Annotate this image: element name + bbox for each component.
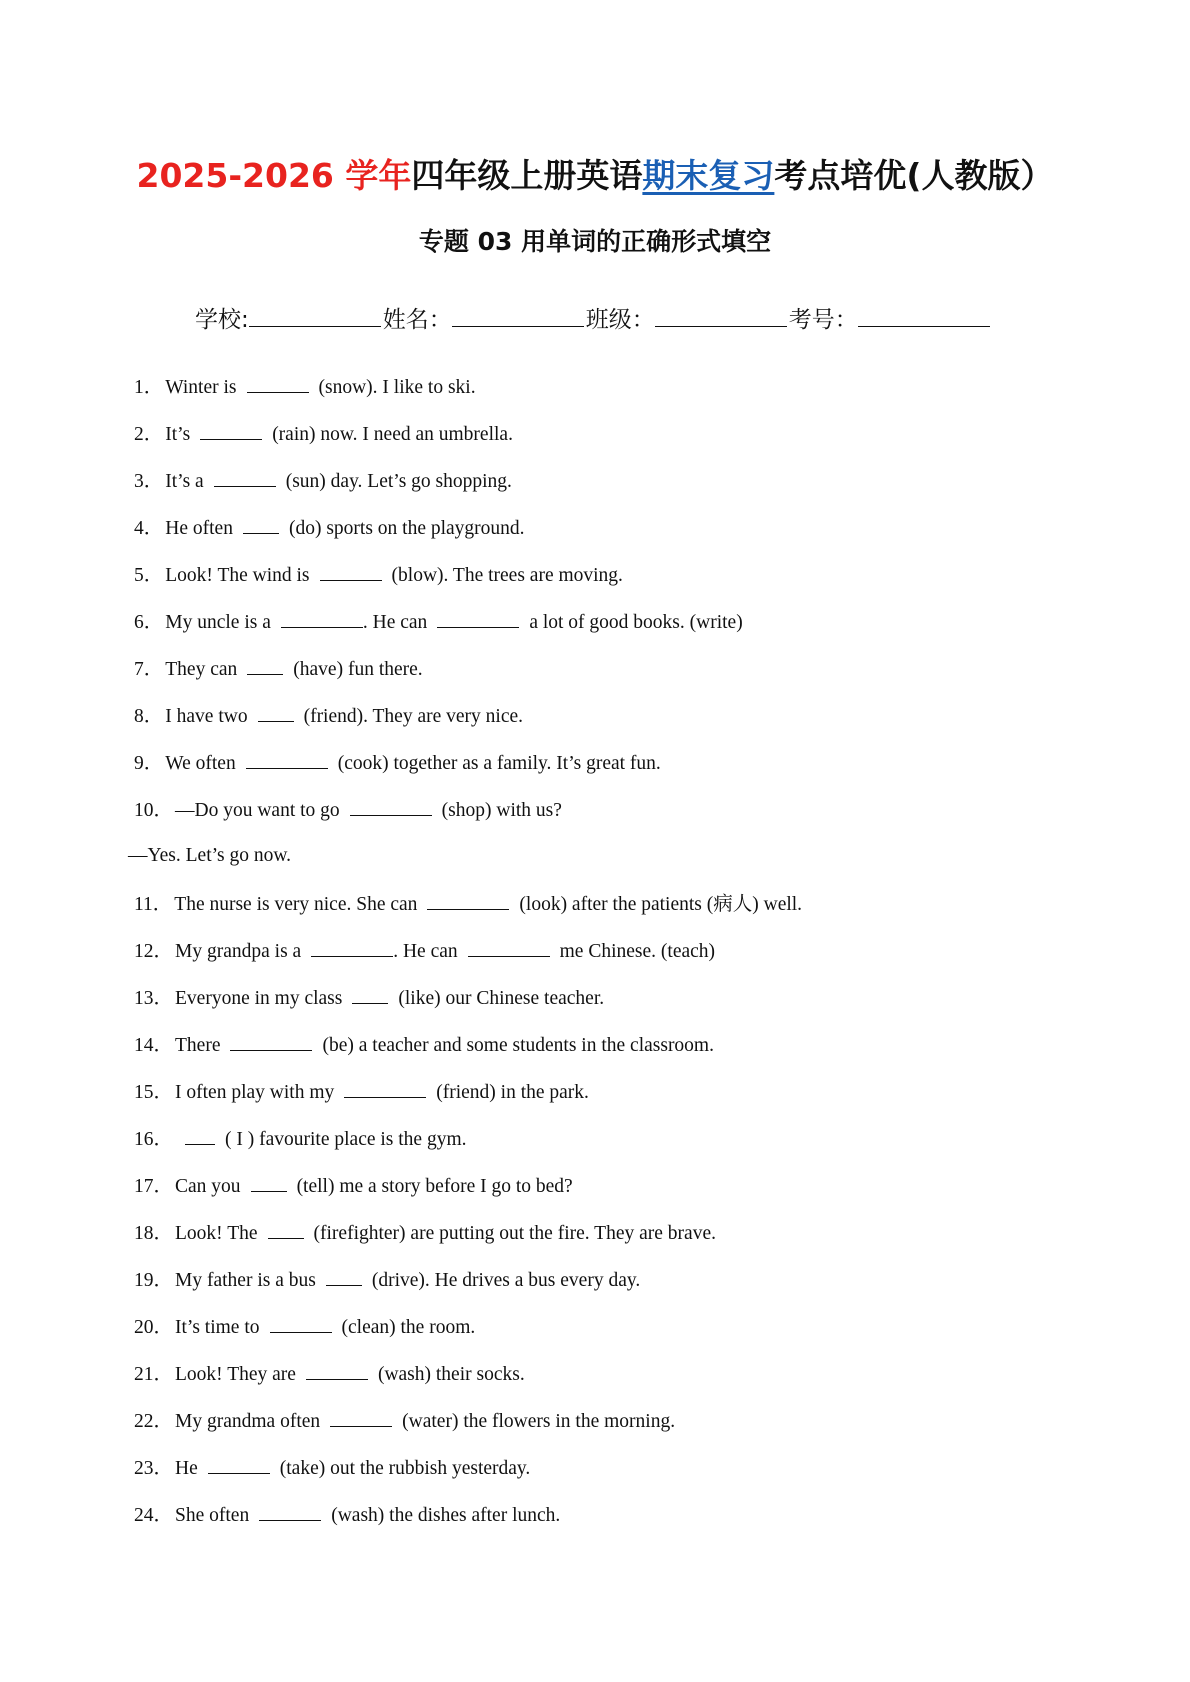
question-text-pre: They can [165, 659, 238, 680]
answer-blank[interactable] [311, 938, 393, 957]
question-text-post: (friend). They are very nice. [303, 706, 524, 727]
question-number: 20． [134, 1317, 174, 1338]
answer-blank[interactable] [306, 1361, 368, 1380]
question-item [134, 703, 1134, 750]
answer-blank[interactable] [258, 703, 294, 722]
question-item [128, 844, 1134, 891]
name-label: 姓名： [382, 307, 452, 333]
question-number: 7． [134, 659, 164, 680]
answer-blank[interactable] [427, 891, 509, 910]
answer-blank[interactable] [344, 1079, 426, 1098]
question-item [134, 374, 1134, 421]
question-text-mid: . He can [393, 941, 458, 962]
question-text-post: (cook) together as a family. It’s great fun. [337, 753, 661, 774]
question-text-pre: Look! The [175, 1223, 258, 1244]
question-text-post: (sun) day. Let’s go shopping. [285, 471, 512, 492]
answer-blank[interactable] [230, 1032, 312, 1051]
question-item [134, 1032, 1134, 1079]
question-text-post: (rain) now. I need an umbrella. [272, 424, 513, 445]
question-item [134, 562, 1134, 609]
answer-blank[interactable] [330, 1408, 392, 1427]
answer-blank[interactable] [270, 1314, 332, 1333]
question-number: 19． [134, 1270, 174, 1291]
question-text-post: (shop) with us? [441, 800, 562, 821]
question-number: 15． [134, 1082, 174, 1103]
question-number: 4． [134, 518, 164, 539]
question-item [134, 1502, 1134, 1549]
question-text-pre: Can you [175, 1176, 241, 1197]
question-text-post: (friend) in the park. [436, 1082, 589, 1103]
question-number: 13． [134, 988, 174, 1009]
question-item [134, 891, 1134, 938]
question-text-pre: The nurse is very nice. She can [174, 894, 418, 915]
question-item [134, 1267, 1134, 1314]
question-number: 8． [134, 706, 164, 727]
question-item [134, 1408, 1134, 1455]
question-text-pre: Look! The wind is [165, 565, 310, 586]
answer-blank[interactable] [350, 797, 432, 816]
question-item [134, 468, 1134, 515]
question-list [128, 374, 1134, 1549]
question-number: 2． [134, 424, 164, 445]
title-part3: 考点培优(人教版） [774, 156, 1054, 195]
question-text-post: (wash) the dishes after lunch. [331, 1505, 561, 1526]
exam-no-label: 考号： [788, 307, 858, 333]
question-number: 6． [134, 612, 164, 633]
question-text-pre: I often play with my [175, 1082, 335, 1103]
question-text-pre: It’s [165, 424, 191, 445]
title-years: 2025-2026 [136, 156, 334, 195]
exam-no-field[interactable] [858, 306, 990, 327]
question-text-pre: He [175, 1458, 198, 1479]
answer-blank[interactable] [185, 1126, 215, 1145]
question-item [134, 421, 1134, 468]
answer-blank[interactable] [208, 1455, 270, 1474]
answer-blank[interactable] [320, 562, 382, 581]
title-part2: 四年级上册英语 [411, 156, 643, 195]
question-number: 1． [134, 377, 164, 398]
question-item [134, 1173, 1134, 1220]
question-text-post: (water) the flowers in the morning. [402, 1411, 676, 1432]
question-text-post: ( I ) favourite place is the gym. [225, 1129, 467, 1150]
answer-blank[interactable] [243, 515, 279, 534]
answer-blank[interactable] [259, 1502, 321, 1521]
question-text-post: (wash) their socks. [377, 1364, 525, 1385]
question-item [134, 1220, 1134, 1267]
question-item [134, 1126, 1134, 1173]
question-text-post: (firefighter) are putting out the fire. They are brave. [313, 1223, 716, 1244]
question-text-pre: My uncle is a [165, 612, 271, 633]
question-text-pre: There [175, 1035, 221, 1056]
question-text-post: (take) out the rubbish yesterday. [279, 1458, 531, 1479]
question-text-post: (snow). I like to ski. [318, 377, 476, 398]
question-text-pre: —Yes. Let’s go now. [128, 845, 292, 866]
answer-blank[interactable] [200, 421, 262, 440]
title-highlight: 期末复习 [642, 156, 775, 195]
name-field[interactable] [452, 306, 584, 327]
class-field[interactable] [655, 306, 787, 327]
question-text-pre: We often [165, 753, 236, 774]
question-text-pre: My grandma often [175, 1411, 321, 1432]
answer-blank[interactable] [247, 374, 309, 393]
answer-blank[interactable] [251, 1173, 287, 1192]
student-info-row [195, 301, 992, 334]
question-text-post: (clean) the room. [341, 1317, 476, 1338]
question-number: 10． [134, 800, 174, 821]
answer-blank[interactable] [326, 1267, 362, 1286]
question-number: 23． [134, 1458, 174, 1479]
question-text-post: a lot of good books. (write) [529, 612, 743, 633]
answer-blank[interactable] [247, 656, 283, 675]
question-number: 24． [134, 1505, 174, 1526]
question-item [134, 609, 1134, 656]
question-text-pre: Look! They are [175, 1364, 296, 1385]
question-text-post: (have) fun there. [293, 659, 423, 680]
question-text-pre: My father is a bus [175, 1270, 316, 1291]
question-number: 21． [134, 1364, 174, 1385]
question-text-mid: . He can [362, 612, 428, 633]
question-item [134, 938, 1134, 985]
page-title [0, 150, 1190, 197]
question-text-pre: It’s a [165, 471, 204, 492]
question-number: 11． [134, 894, 173, 915]
question-text-post: (be) a teacher and some students in the classroom. [322, 1035, 714, 1056]
answer-blank[interactable] [214, 468, 276, 487]
question-item [134, 797, 1134, 844]
question-number: 22． [134, 1411, 174, 1432]
question-item [134, 656, 1134, 703]
question-text-pre: Everyone in my class [175, 988, 343, 1009]
question-text-post: me Chinese. (teach) [559, 941, 716, 962]
question-number: 18． [134, 1223, 174, 1244]
answer-blank[interactable] [468, 938, 550, 957]
question-item [134, 1361, 1134, 1408]
question-text-pre: It’s time to [175, 1317, 260, 1338]
answer-blank[interactable] [246, 750, 328, 769]
page-subtitle: 专题 03 用单词的正确形式填空 [418, 227, 772, 256]
question-number: 3． [134, 471, 164, 492]
question-text-pre: —Do you want to go [175, 800, 340, 821]
question-text-pre: She often [175, 1505, 250, 1526]
question-number: 16． [134, 1129, 174, 1150]
question-item [134, 1314, 1134, 1361]
question-number: 17． [134, 1176, 174, 1197]
question-text-pre: Winter is [165, 377, 237, 398]
question-item [134, 515, 1134, 562]
question-text-post: (do) sports on the playground. [288, 518, 525, 539]
question-number: 5． [134, 565, 164, 586]
school-field[interactable] [249, 306, 381, 327]
school-label: 学校: [195, 307, 249, 333]
answer-blank[interactable] [281, 609, 363, 628]
question-item [134, 750, 1134, 797]
question-item [134, 985, 1134, 1032]
question-text-pre: I have two [165, 706, 248, 727]
question-item [134, 1455, 1134, 1502]
question-number: 9． [134, 753, 164, 774]
question-text-post: (look) after the patients (病人) well. [519, 894, 803, 915]
question-item [134, 1079, 1134, 1126]
question-text-pre: He often [165, 518, 233, 539]
question-text-post: (like) our Chinese teacher. [398, 988, 605, 1009]
title-part1: 学年 [345, 156, 412, 195]
question-text-post: (drive). He drives a bus every day. [371, 1270, 641, 1291]
question-text-post: (tell) me a story before I go to bed? [296, 1176, 573, 1197]
answer-blank[interactable] [437, 609, 519, 628]
class-label: 班级： [585, 307, 655, 333]
answer-blank[interactable] [352, 985, 388, 1004]
question-number: 12． [134, 941, 174, 962]
question-text-post: (blow). The trees are moving. [391, 565, 623, 586]
question-number: 14． [134, 1035, 174, 1056]
answer-blank[interactable] [268, 1220, 304, 1239]
question-text-pre: My grandpa is a [175, 941, 302, 962]
